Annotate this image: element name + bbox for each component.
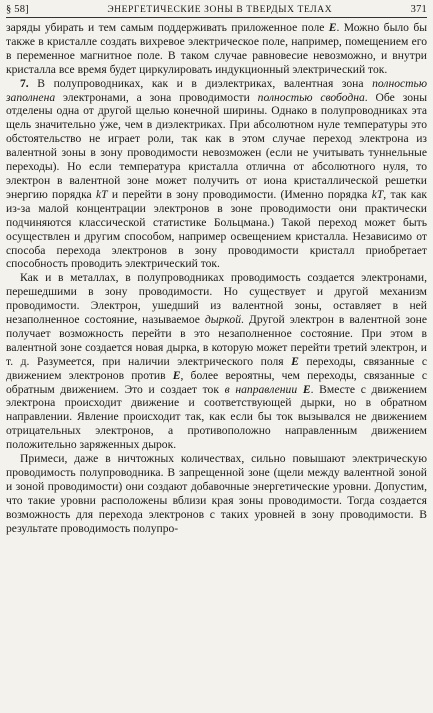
- emphasis-text: в направлении: [224, 382, 298, 396]
- page-number: 371: [410, 4, 427, 15]
- emphasis-text: дыркой: [204, 313, 242, 327]
- paragraph-2: [6, 77, 427, 272]
- field-vector-symbol: E: [328, 21, 337, 34]
- emphasis-text: полностью свободна: [257, 90, 365, 104]
- paragraph-3: [6, 271, 427, 452]
- field-vector-symbol: E: [291, 354, 299, 368]
- text-run: Примеси, даже в ничтожных количествах, сильно повышают электрическую проводимость полупроводника. В запрещенной зоне (щели между валентной зоной и зоной проводимости) они создают добавочные энергетические уровни. Допустим, что такие уровни расположены вблизи края зоны проводимости. Тогда создается возможность для перехода электронов с таких уровней в зону проводимости. В результате проводимость полупро-: [6, 452, 427, 535]
- text-run: . Можно было бы также в кристалле создать вихревое электрическое поле, например, помещением его в переменное магнитное поле. В таком случае равновесие невозможно, и внутри кристалла все время будет циркулировать индукционный электрический ток.: [6, 21, 428, 76]
- text-run: . Обе зоны отделены одна от другой щелью конечной ширины. Однако в полупроводниках эта щель значительно у́же, чем в диэлектриках. При абсолютном нуле температуры это обстоятельство не играет роли, так как в этом случае переход электрона из валентной зоны в зону проводимости невозможен (если не учитывать туннельные переходы). Но если температура кристалла отлична от абсолютного нуля, то электрон в валентной зоне может получить от иона кристаллической решетки энергию порядка: [6, 90, 427, 201]
- text-run: . Другой электрон в валентной зоне получает возможность перейти в это незаполненное состояние. При этом в валентной зоне создается новая дырка, в которую может перейти третий электрон, и т. д. Разумеется, при наличии электрического поля: [6, 313, 427, 368]
- text-run: электронами, а зона проводимости: [55, 90, 258, 104]
- paragraph-4: [6, 452, 427, 535]
- text-run: и перейти в зону проводимости. (Именно порядка: [107, 187, 372, 201]
- text-run: . Вместе с движением электрона происходит движение и соответствующей дырки, но в обратном направлении. Явление происходит так, как если бы ток вызывался не движением отрицательных электронов, а противоположно направленным движением положительно заряженных дырок.: [6, 382, 427, 452]
- running-header: [6, 4, 427, 18]
- text-run: В полупроводниках, как и в диэлектриках, валентная зона: [28, 76, 373, 90]
- emphasis-text: kT: [371, 187, 384, 201]
- emphasis-text: полностью заполнена: [6, 76, 427, 104]
- running-title: ЭНЕРГЕТИЧЕСКИЕ ЗОНЫ В ТВЕРДЫХ ТЕЛАХ: [107, 5, 333, 15]
- text-run: заряды убирать и тем самым поддерживать приложенное поле: [6, 21, 329, 34]
- section-number: § 58]: [6, 4, 29, 15]
- emphasis-text: 7.: [20, 76, 29, 90]
- text-run: Как и в металлах, в полупроводниках проводимость создается электронами, перешедшими в зону проводимости. Но существует и другой механизм проводимости. Электрон, ушедший из валентной зоны, оставляет в ней незаполненное состояние, называемое: [6, 271, 427, 327]
- paragraph-1: [6, 21, 427, 77]
- emphasis-text: kT: [95, 187, 108, 201]
- page-body: [6, 21, 427, 536]
- text-run: , так как из-за малой концентрации электронов в зоне проводимости они практически подчиняются классической статистике Больцмана.) Такой переход может быть осуществлен и другим способом, например освещением кристалла. Независимо от способа перехода электронов в зону проводимости кристалл приобретает способность проводить электрический ток.: [6, 187, 427, 271]
- text-run: переходы, связанные с движением электронов против: [6, 354, 427, 382]
- field-vector-symbol: E: [172, 368, 181, 382]
- text-run: , более вероятны, чем переходы, связанные с обратным движением. Это и создает ток: [6, 368, 427, 396]
- field-vector-symbol: E: [302, 382, 311, 396]
